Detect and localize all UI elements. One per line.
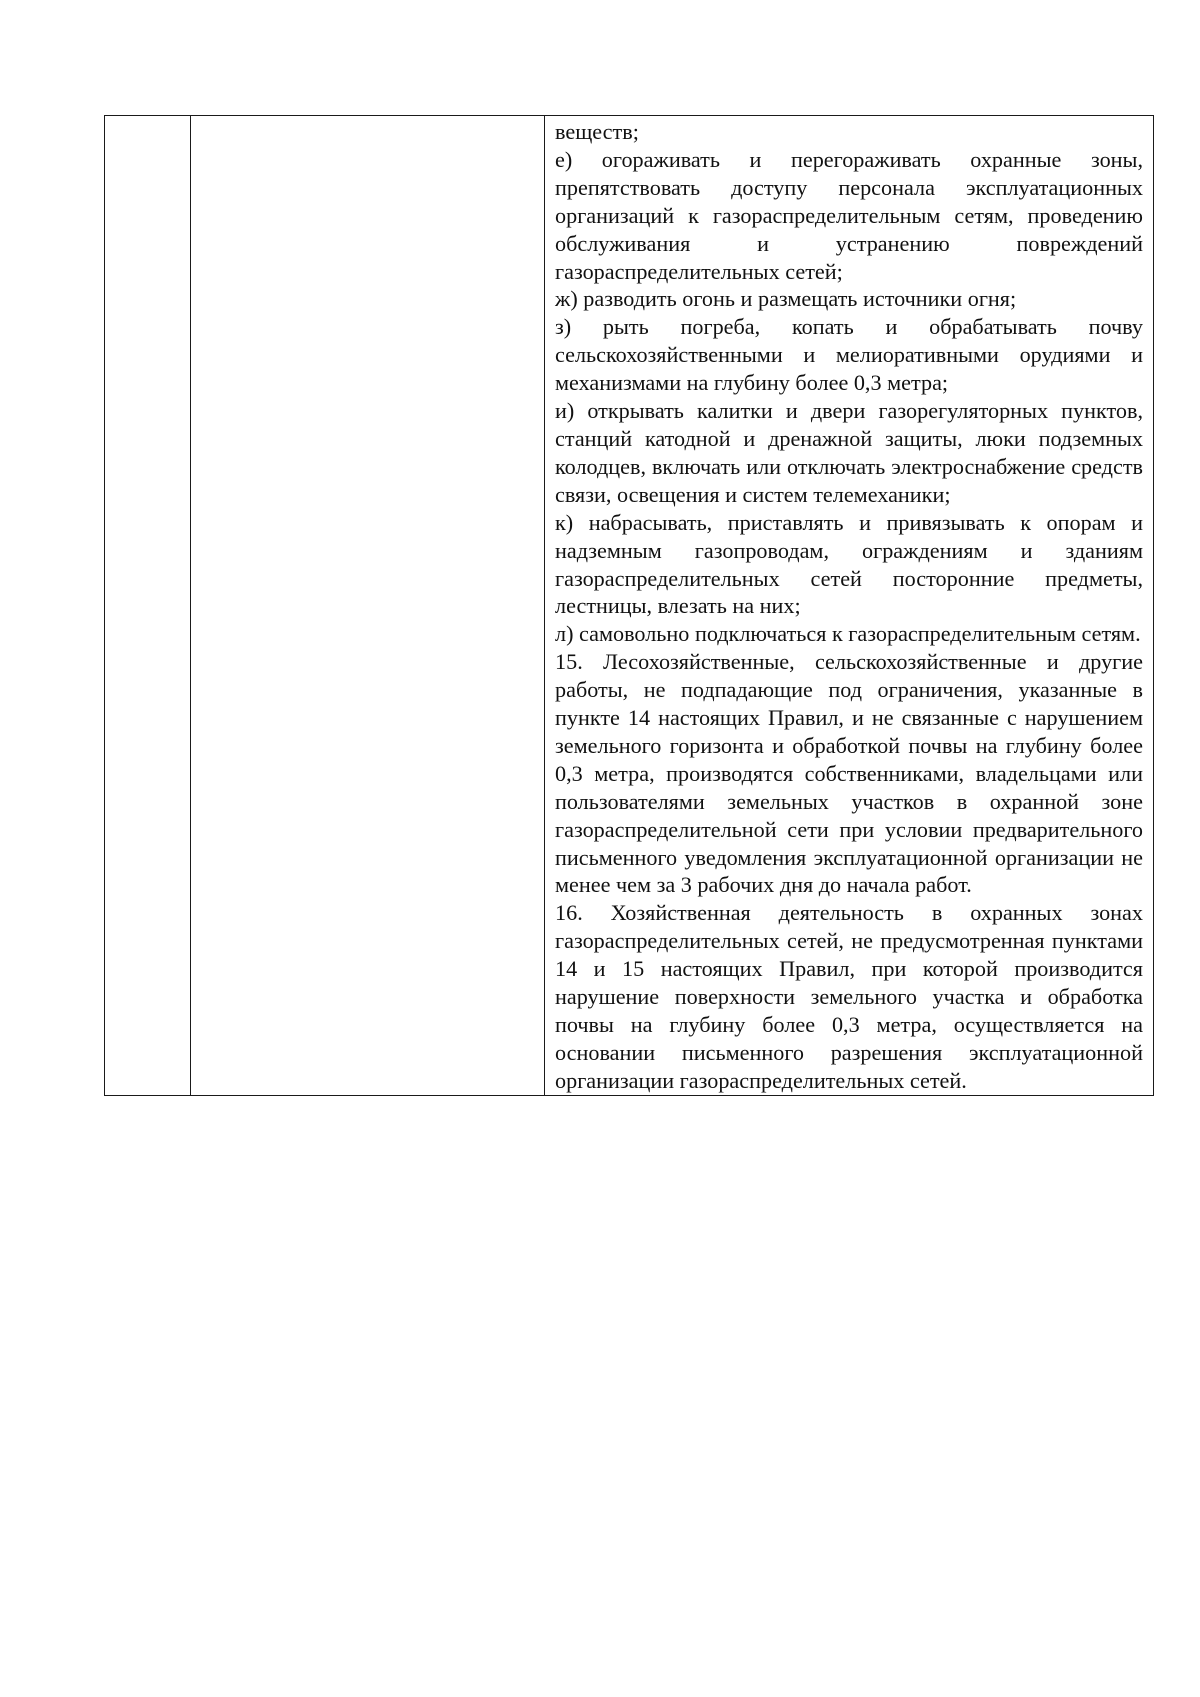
table-row xyxy=(105,116,1154,1096)
paragraph: е) огораживать и перегораживать охранные зоны, препятствовать доступу персонала эксплуатационных организаций к газораспределительным сетям, проведению обслуживания и устранению повреждений газораспределительных сетей; xyxy=(555,146,1143,284)
paragraph: ж) разводить огонь и размещать источники огня; xyxy=(555,286,1017,312)
table-cell-title xyxy=(191,116,545,1096)
table-cell-number xyxy=(105,116,191,1096)
paragraph: 15. Лесохозяйственные, сельскохозяйственные и другие работы, не подпадающие под ограничения, указанные в пункте 14 настоящих Правил, и не связанные с нарушением земельного горизонта и обработкой почвы на глубину более 0,3 метра, производятся собственниками, владельцами или пользователями земельных участков в охранной зоне газораспределительной сети при условии предварительного письменного уведомления эксплуатационной организации не менее чем за 3 рабочих дня до начала работ. xyxy=(555,649,1143,898)
paragraph: и) открывать калитки и двери газорегуляторных пунктов, станций катодной и дренажной защиты, люки подземных колодцев, включать или отключать электроснабжение средств связи, освещения и систем телемеханики; xyxy=(555,398,1143,507)
paragraph: з) рыть погреба, копать и обрабатывать почву сельскохозяйственными и мелиоративными орудиями и механизмами на глубину более 0,3 метра; xyxy=(555,314,1143,396)
table-cell-text xyxy=(545,116,1154,1096)
paragraph: л) самовольно подключаться к газораспределительным сетям. xyxy=(555,621,1141,647)
paragraph: к) набрасывать, приставлять и привязывать к опорам и надземным газопроводам, ограждениям и зданиям газораспределительных сетей посторонние предметы, лестницы, влезать на них; xyxy=(555,509,1143,619)
paragraph: веществ; xyxy=(555,119,639,144)
document-table xyxy=(104,115,1154,1096)
paragraph: 16. Хозяйственная деятельность в охранных зонах газораспределительных сетей, не предусмотренная пунктами 14 и 15 настоящих Правил, при которой производится нарушение поверхности земельного участка и обработка почвы на глубину более 0,3 метра, осуществляется на основании письменного разрешения эксплуатационной организации газораспределительных сетей. xyxy=(555,900,1143,1093)
